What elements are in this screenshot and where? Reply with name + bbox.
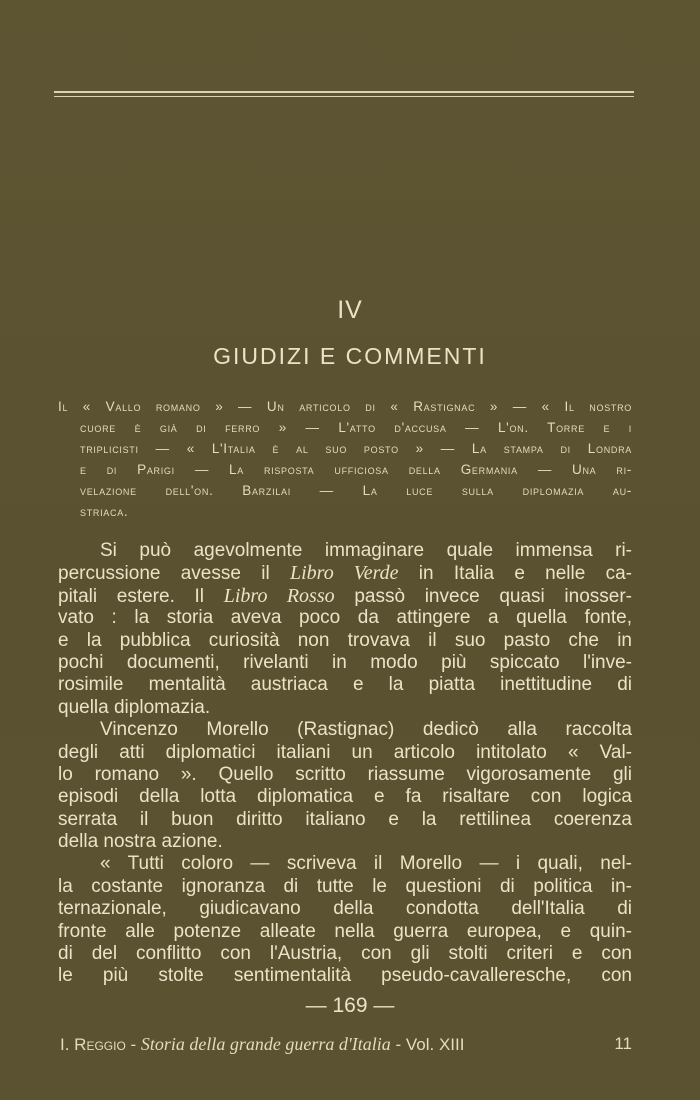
chapter-summary xyxy=(58,396,632,522)
summary-line: cuore è già di ferro » — L'atto d'accusa — L'on. Torre e i xyxy=(80,420,632,435)
text-run: percussione avesse il xyxy=(58,563,290,585)
summary-line: striaca. xyxy=(80,504,129,519)
header-rule-thick xyxy=(54,91,634,93)
footer-sheet-signature: 11 xyxy=(614,1034,632,1053)
text-line: lo romano ». Quello scritto riassume vigorosamente gli xyxy=(58,763,632,785)
summary-line: e di Parigi — La risposta ufficiosa della Germania — Una ri- xyxy=(80,462,632,477)
header-rule-thin xyxy=(54,96,634,97)
footer-separator: - xyxy=(125,1035,141,1054)
text-line: « Tutti coloro — scriveva il Morello — i quali, nel- xyxy=(100,853,632,875)
text-line: la costante ignoranza di tutte le questioni di politica in- xyxy=(58,875,632,897)
summary-line: triplicisti — « L'Italia è al suo posto » — La stampa di Londra xyxy=(80,441,632,456)
chapter-title: GIUDIZI E COMMENTI xyxy=(213,343,487,369)
text-line: e la pubblica curiosità non trovava il suo pasto che in xyxy=(58,629,632,651)
text-line: vato : la storia aveva poco da attingere a quella fonte, xyxy=(58,607,632,629)
text-line: degli atti diplomatici italiani un articolo intitolato « Val- xyxy=(58,741,632,763)
book-title-italic: Libro Verde xyxy=(289,562,399,585)
text-line: Vincenzo Morello (Rastignac) dedicò alla raccolta xyxy=(100,719,632,741)
footer-work-title: Storia della grande guerra d'Italia xyxy=(140,1034,391,1054)
footer-volume: Vol. XIII xyxy=(405,1035,465,1054)
text-run: pitali estere. Il xyxy=(58,585,224,607)
text-line: le più stolte sentimentalità pseudo-cavalleresche, con xyxy=(58,965,632,987)
footer-signature-line xyxy=(60,1034,464,1055)
body-text xyxy=(58,540,632,988)
text-line: di del conflitto con l'Austria, con gli stolti criteri e con xyxy=(58,943,632,965)
chapter-number: IV xyxy=(337,296,363,324)
text-line: fronte alle potenze alleate nella guerra europea, e quin- xyxy=(58,920,632,942)
text-line: ternazionale, giudicavano della condotta dell'Italia di xyxy=(58,898,632,920)
book-title-italic: Libro Rosso xyxy=(223,584,335,607)
text-line: serrata il buon diritto italiano e la rettilinea coerenza xyxy=(58,808,632,830)
text-line xyxy=(58,585,632,607)
text-run: in Italia e nelle ca- xyxy=(398,563,633,585)
footer-author: I. Reggio xyxy=(60,1035,126,1054)
text-line: quella diplomazia. xyxy=(58,696,211,718)
text-line: della nostra azione. xyxy=(58,831,223,853)
text-line: Si può agevolmente immaginare quale immensa ri- xyxy=(100,540,632,561)
text-line xyxy=(58,562,632,584)
text-line: rosimile mentalità austriaca e la piatta inettitudine di xyxy=(58,674,632,696)
text-line: episodi della lotta diplomatica e fa risaltare con logica xyxy=(58,786,632,808)
footer-separator: - xyxy=(390,1035,406,1054)
text-run: passò invece quasi inosser- xyxy=(334,585,632,607)
page-number: — 169 — xyxy=(305,994,395,1017)
text-line: pochi documenti, rivelanti in modo più spiccato l'inve- xyxy=(58,651,632,673)
summary-line: velazione dell'on. Barzilai — La luce sulla diplomazia au- xyxy=(80,483,632,498)
summary-line: Il « Vallo romano » — Un articolo di « Rastignac » — « Il nostro xyxy=(58,399,632,414)
